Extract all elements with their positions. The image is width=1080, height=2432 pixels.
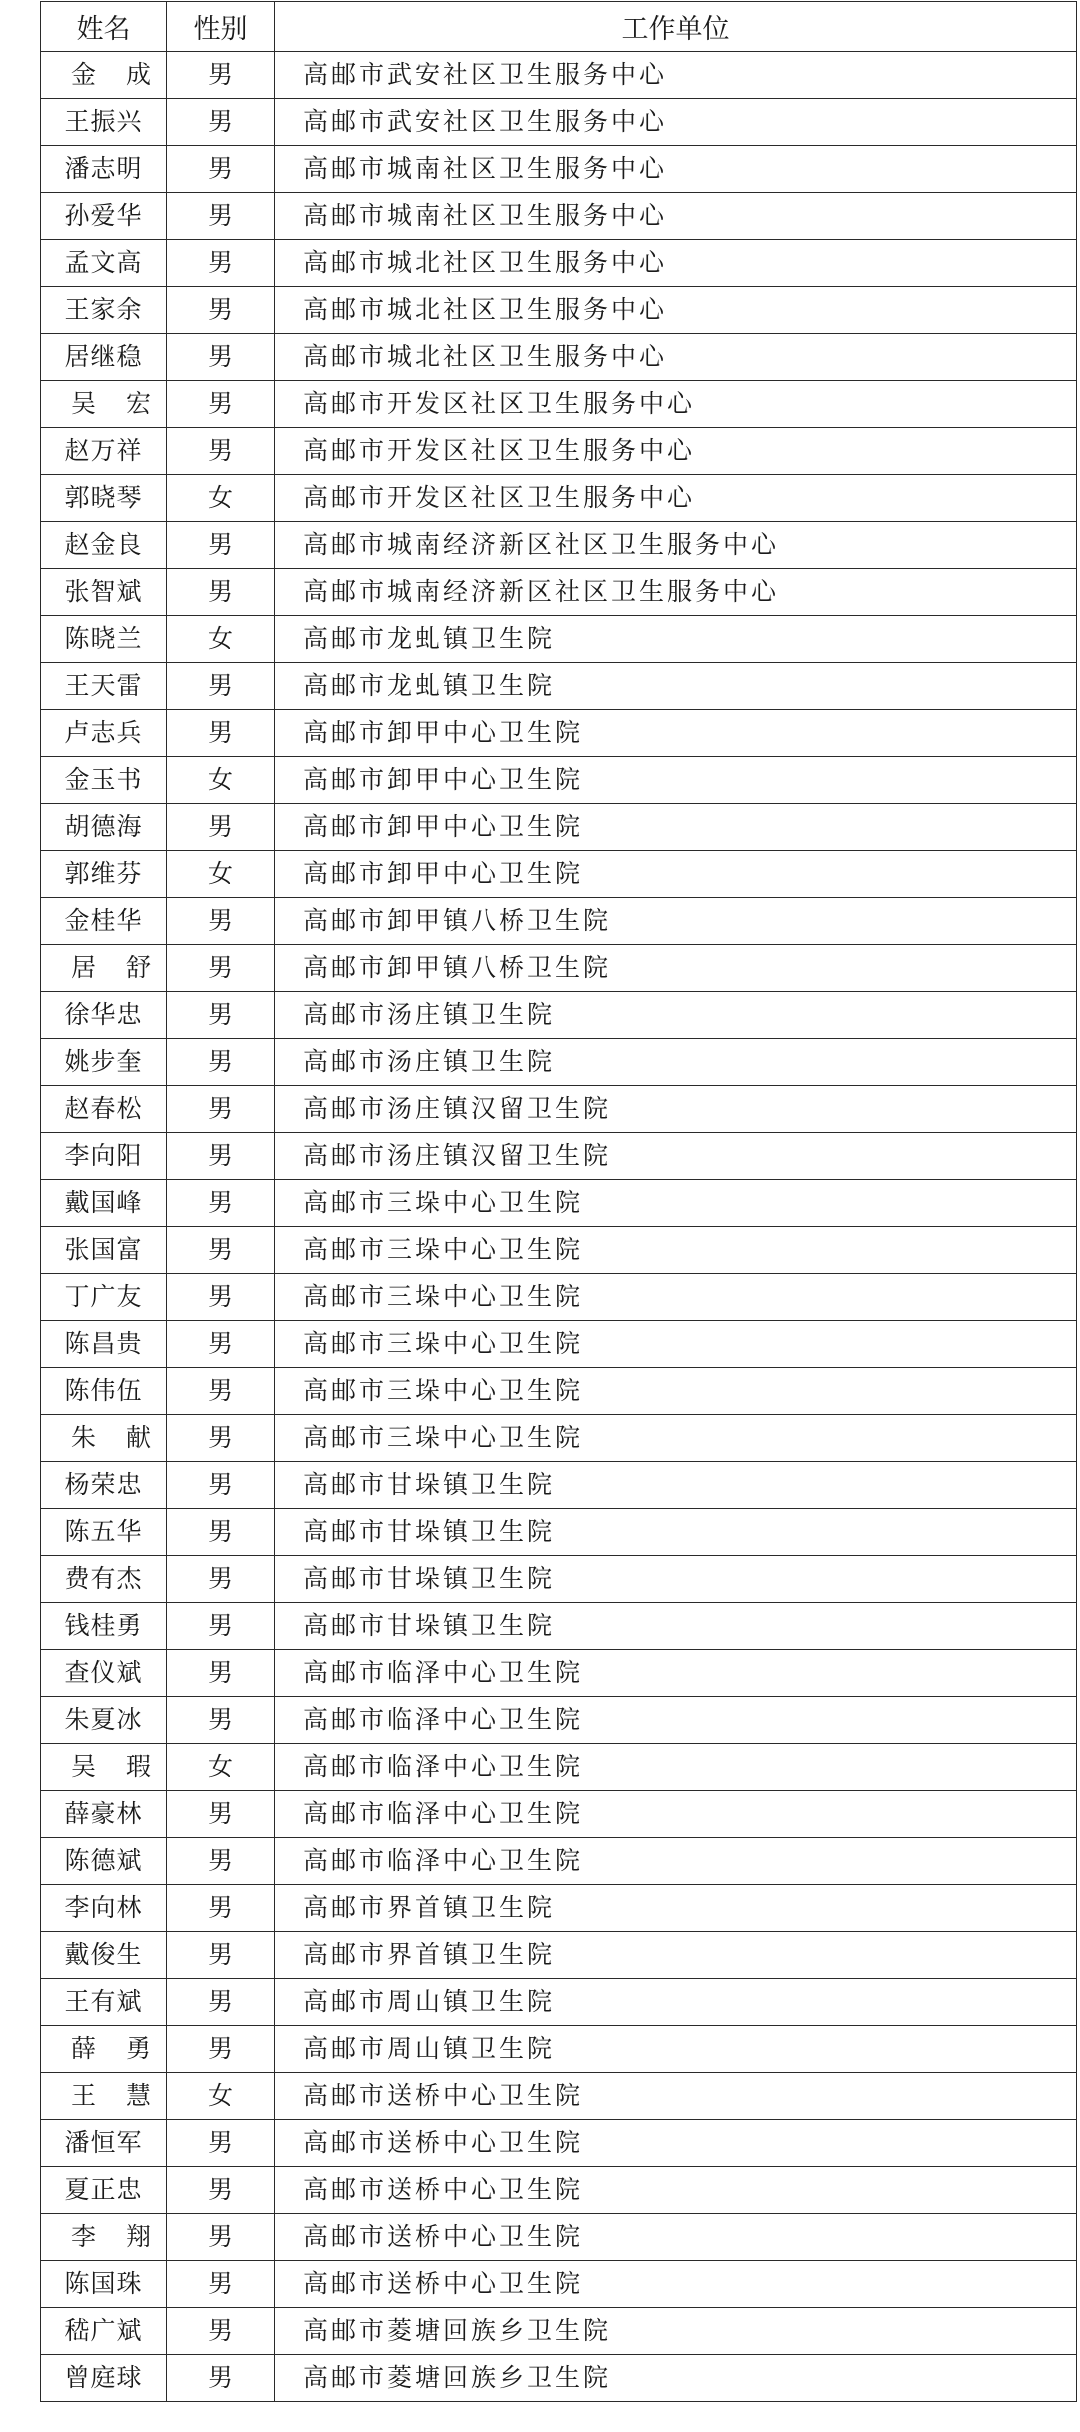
table-row [41,1462,1077,1509]
cell-gender: 男 [167,898,275,945]
cell-name: 费有杰 [41,1556,167,1603]
cell-unit: 高邮市汤庄镇汉留卫生院 [275,1086,1077,1133]
table-row [41,1932,1077,1979]
cell-unit: 高邮市开发区社区卫生服务中心 [275,428,1077,475]
cell-unit: 高邮市城南经济新区社区卫生服务中心 [275,569,1077,616]
roster-table [40,1,1077,2402]
cell-name: 潘志明 [41,146,167,193]
cell-unit: 高邮市卸甲中心卫生院 [275,710,1077,757]
cell-name: 薛勇 [41,2026,167,2073]
table-row [41,1086,1077,1133]
cell-unit: 高邮市三垛中心卫生院 [275,1368,1077,1415]
cell-gender: 男 [167,1133,275,1180]
cell-unit: 高邮市城北社区卫生服务中心 [275,240,1077,287]
cell-name: 丁广友 [41,1274,167,1321]
table-row [41,193,1077,240]
table-row [41,334,1077,381]
cell-unit: 高邮市城南社区卫生服务中心 [275,193,1077,240]
cell-gender: 男 [167,992,275,1039]
cell-unit: 高邮市城南社区卫生服务中心 [275,146,1077,193]
cell-name: 张智斌 [41,569,167,616]
cell-unit: 高邮市甘垛镇卫生院 [275,1509,1077,1556]
cell-unit: 高邮市城北社区卫生服务中心 [275,287,1077,334]
cell-gender: 男 [167,428,275,475]
cell-name: 陈德斌 [41,1838,167,1885]
cell-unit: 高邮市送桥中心卫生院 [275,2167,1077,2214]
table-row [41,757,1077,804]
cell-gender: 男 [167,1368,275,1415]
table-row [41,1133,1077,1180]
cell-gender: 男 [167,287,275,334]
cell-name: 曾庭球 [41,2355,167,2402]
table-body [41,52,1077,2402]
cell-name: 居继稳 [41,334,167,381]
cell-unit: 高邮市武安社区卫生服务中心 [275,99,1077,146]
cell-gender: 女 [167,616,275,663]
table-row [41,1039,1077,1086]
cell-unit: 高邮市武安社区卫生服务中心 [275,52,1077,99]
table-row [41,1368,1077,1415]
cell-unit: 高邮市汤庄镇卫生院 [275,1039,1077,1086]
cell-name: 郭晓琴 [41,475,167,522]
cell-gender: 男 [167,1885,275,1932]
cell-unit: 高邮市城北社区卫生服务中心 [275,334,1077,381]
cell-name: 郭维芬 [41,851,167,898]
cell-unit: 高邮市三垛中心卫生院 [275,1321,1077,1368]
table-row [41,710,1077,757]
table-row [41,804,1077,851]
cell-unit: 高邮市临泽中心卫生院 [275,1838,1077,1885]
cell-name: 吴瑕 [41,1744,167,1791]
cell-name: 朱夏冰 [41,1697,167,1744]
table-row [41,1697,1077,1744]
cell-name: 朱献 [41,1415,167,1462]
cell-gender: 男 [167,1932,275,1979]
cell-gender: 男 [167,710,275,757]
cell-gender: 男 [167,1274,275,1321]
cell-unit: 高邮市卸甲镇八桥卫生院 [275,945,1077,992]
cell-gender: 男 [167,1556,275,1603]
cell-unit: 高邮市周山镇卫生院 [275,1979,1077,2026]
cell-unit: 高邮市界首镇卫生院 [275,1932,1077,1979]
cell-gender: 男 [167,334,275,381]
cell-unit: 高邮市菱塘回族乡卫生院 [275,2355,1077,2402]
cell-name: 王家余 [41,287,167,334]
table-row [41,1791,1077,1838]
cell-name: 居舒 [41,945,167,992]
cell-gender: 男 [167,1697,275,1744]
table-row [41,52,1077,99]
cell-gender: 男 [167,381,275,428]
table-row [41,1603,1077,1650]
table-header-row [41,2,1077,52]
table-row [41,1979,1077,2026]
cell-gender: 男 [167,52,275,99]
cell-gender: 男 [167,1603,275,1650]
table-row [41,898,1077,945]
cell-unit: 高邮市城南经济新区社区卫生服务中心 [275,522,1077,569]
header-name: 姓名 [41,2,167,52]
cell-gender: 男 [167,1791,275,1838]
cell-name: 孙爱华 [41,193,167,240]
cell-name: 卢志兵 [41,710,167,757]
cell-unit: 高邮市卸甲中心卫生院 [275,804,1077,851]
cell-gender: 男 [167,1227,275,1274]
cell-name: 赵金良 [41,522,167,569]
cell-name: 陈晓兰 [41,616,167,663]
table-row [41,428,1077,475]
cell-name: 李向阳 [41,1133,167,1180]
cell-name: 姚步奎 [41,1039,167,1086]
cell-unit: 高邮市甘垛镇卫生院 [275,1603,1077,1650]
cell-gender: 女 [167,475,275,522]
table-row [41,99,1077,146]
cell-gender: 男 [167,146,275,193]
cell-gender: 女 [167,851,275,898]
cell-unit: 高邮市送桥中心卫生院 [275,2073,1077,2120]
table-row [41,522,1077,569]
table-row [41,2214,1077,2261]
table-row [41,2355,1077,2402]
cell-name: 杨荣忠 [41,1462,167,1509]
table-row [41,1415,1077,1462]
cell-unit: 高邮市卸甲镇八桥卫生院 [275,898,1077,945]
cell-unit: 高邮市甘垛镇卫生院 [275,1556,1077,1603]
table-row [41,2120,1077,2167]
table-row [41,1650,1077,1697]
cell-name: 查仪斌 [41,1650,167,1697]
cell-name: 王天雷 [41,663,167,710]
table-row [41,1321,1077,1368]
cell-name: 陈五华 [41,1509,167,1556]
table-row [41,2167,1077,2214]
cell-name: 薛豪林 [41,1791,167,1838]
cell-name: 孟文高 [41,240,167,287]
cell-gender: 男 [167,1039,275,1086]
cell-gender: 男 [167,2308,275,2355]
cell-gender: 男 [167,569,275,616]
cell-gender: 男 [167,1180,275,1227]
cell-gender: 男 [167,1979,275,2026]
cell-gender: 男 [167,2120,275,2167]
cell-name: 金成 [41,52,167,99]
cell-unit: 高邮市界首镇卫生院 [275,1885,1077,1932]
cell-unit: 高邮市开发区社区卫生服务中心 [275,381,1077,428]
table-row [41,569,1077,616]
cell-unit: 高邮市开发区社区卫生服务中心 [275,475,1077,522]
cell-gender: 男 [167,804,275,851]
cell-name: 李翔 [41,2214,167,2261]
cell-unit: 高邮市周山镇卫生院 [275,2026,1077,2073]
cell-gender: 男 [167,2261,275,2308]
cell-unit: 高邮市汤庄镇卫生院 [275,992,1077,1039]
cell-gender: 男 [167,2167,275,2214]
cell-name: 李向林 [41,1885,167,1932]
table-row [41,146,1077,193]
cell-name: 嵇广斌 [41,2308,167,2355]
cell-gender: 女 [167,1744,275,1791]
cell-name: 陈伟伍 [41,1368,167,1415]
table-row [41,1556,1077,1603]
cell-gender: 男 [167,2355,275,2402]
cell-gender: 男 [167,1650,275,1697]
cell-unit: 高邮市临泽中心卫生院 [275,1650,1077,1697]
cell-name: 戴国峰 [41,1180,167,1227]
cell-name: 王振兴 [41,99,167,146]
cell-unit: 高邮市三垛中心卫生院 [275,1227,1077,1274]
cell-gender: 男 [167,945,275,992]
table-row [41,1274,1077,1321]
cell-unit: 高邮市菱塘回族乡卫生院 [275,2308,1077,2355]
table-row [41,1744,1077,1791]
cell-name: 陈昌贵 [41,1321,167,1368]
cell-gender: 男 [167,2214,275,2261]
table-row [41,1180,1077,1227]
table-row [41,475,1077,522]
table-row [41,2026,1077,2073]
cell-name: 王有斌 [41,1979,167,2026]
cell-unit: 高邮市甘垛镇卫生院 [275,1462,1077,1509]
cell-name: 金桂华 [41,898,167,945]
table-row [41,381,1077,428]
table-row [41,1227,1077,1274]
cell-unit: 高邮市三垛中心卫生院 [275,1274,1077,1321]
cell-name: 张国富 [41,1227,167,1274]
table-row [41,1885,1077,1932]
table-row [41,851,1077,898]
cell-name: 赵万祥 [41,428,167,475]
table-row [41,1509,1077,1556]
cell-gender: 男 [167,1321,275,1368]
cell-gender: 男 [167,1509,275,1556]
header-unit: 工作单位 [275,2,1077,52]
cell-gender: 男 [167,1086,275,1133]
cell-unit: 高邮市临泽中心卫生院 [275,1791,1077,1838]
cell-gender: 女 [167,2073,275,2120]
table-row [41,945,1077,992]
cell-name: 陈国珠 [41,2261,167,2308]
cell-unit: 高邮市龙虬镇卫生院 [275,663,1077,710]
cell-name: 吴宏 [41,381,167,428]
cell-unit: 高邮市临泽中心卫生院 [275,1697,1077,1744]
cell-gender: 男 [167,1415,275,1462]
cell-name: 胡德海 [41,804,167,851]
cell-name: 潘恒军 [41,2120,167,2167]
table-row [41,992,1077,1039]
cell-unit: 高邮市三垛中心卫生院 [275,1180,1077,1227]
cell-gender: 男 [167,663,275,710]
cell-name: 戴俊生 [41,1932,167,1979]
cell-gender: 男 [167,1462,275,1509]
table-row [41,2073,1077,2120]
cell-gender: 男 [167,1838,275,1885]
cell-unit: 高邮市送桥中心卫生院 [275,2214,1077,2261]
table-row [41,616,1077,663]
header-gender: 性别 [167,2,275,52]
cell-unit: 高邮市卸甲中心卫生院 [275,851,1077,898]
cell-unit: 高邮市送桥中心卫生院 [275,2120,1077,2167]
table-row [41,287,1077,334]
cell-unit: 高邮市龙虬镇卫生院 [275,616,1077,663]
cell-name: 王慧 [41,2073,167,2120]
cell-gender: 男 [167,522,275,569]
table-row [41,2308,1077,2355]
cell-gender: 男 [167,99,275,146]
cell-name: 赵春松 [41,1086,167,1133]
cell-name: 金玉书 [41,757,167,804]
table-row [41,1838,1077,1885]
cell-unit: 高邮市临泽中心卫生院 [275,1744,1077,1791]
cell-gender: 男 [167,193,275,240]
table-row [41,2261,1077,2308]
cell-gender: 女 [167,757,275,804]
cell-name: 徐华忠 [41,992,167,1039]
cell-gender: 男 [167,2026,275,2073]
cell-unit: 高邮市卸甲中心卫生院 [275,757,1077,804]
cell-name: 夏正忠 [41,2167,167,2214]
cell-unit: 高邮市送桥中心卫生院 [275,2261,1077,2308]
cell-unit: 高邮市三垛中心卫生院 [275,1415,1077,1462]
cell-gender: 男 [167,240,275,287]
table-row [41,240,1077,287]
cell-name: 钱桂勇 [41,1603,167,1650]
table-row [41,663,1077,710]
cell-unit: 高邮市汤庄镇汉留卫生院 [275,1133,1077,1180]
